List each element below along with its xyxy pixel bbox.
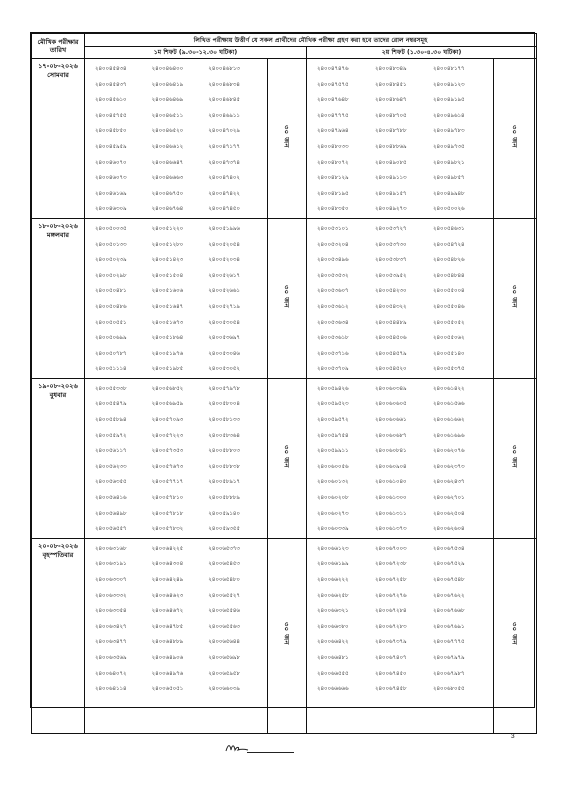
- roll-number: ২৪০০৫২৭১৯: [208, 303, 240, 310]
- roll-number: ২৪০০৬৪৯৭৬: [151, 670, 184, 677]
- roll-number: ২৪০০৬৪০৭২: [95, 670, 127, 677]
- roll-number: ২৪০০৪৬৪০০: [151, 66, 184, 72]
- roll-number: ২৪০০৪৬৪৬৯: [151, 97, 184, 104]
- roll-number: ২৪০০৪৮০৩৩: [317, 143, 349, 150]
- roll-number: ২৪০০৫৭৭১৭: [151, 479, 184, 486]
- roll-number: ২৪০০৪৬৮৪৫: [208, 97, 240, 104]
- roll-number: ২৪০০৫৭৮৩২: [151, 526, 184, 533]
- roll-number: ২৪০০৫৮১৩৩: [208, 417, 240, 424]
- roll-number: ২৪০০৬৭৯৭৯: [433, 654, 465, 661]
- roll-number: ২৪০০৬১৩৭৩: [375, 526, 407, 533]
- date-cell: [32, 538, 85, 733]
- roll-number: ২৪০০৪৮৮৬৯: [375, 143, 407, 150]
- roll-number: ২৪০০৪৬৫১১: [151, 112, 184, 119]
- roll-number: ২৪০০৫৬১১৭: [95, 448, 127, 455]
- shift-1-count-cell: [268, 538, 307, 733]
- roll-number-grid: [85, 219, 267, 378]
- roll-number-grid: [85, 539, 267, 698]
- date-cell: [32, 378, 85, 538]
- roll-number: ২৪০০৪৫৯৫৯: [95, 143, 127, 150]
- roll-number: ২৪০০৫৭৩৫৩: [151, 448, 184, 455]
- roll-number: ২৪০০৬৪৯০৬: [151, 654, 184, 661]
- roll-number: ২৪০০৫৭৮১৮: [151, 510, 184, 517]
- roll-number: ২৪০০৪৫৬১০: [95, 97, 127, 104]
- roll-number: ২৪০০৫০২৩৯: [95, 257, 127, 264]
- roll-number: ২৪০০৬৫৬৪৪: [208, 639, 240, 646]
- shift-2-header: ২য় শিফট (১.৩০-৪.৩০ ঘটিকা): [307, 47, 537, 59]
- roll-number: ২৪০০৬০২০৮: [317, 495, 349, 502]
- candidate-count: ৩০ জন: [510, 622, 519, 646]
- roll-number: ২৪০০৬৭৩৭৯: [375, 639, 407, 646]
- roll-number: ২৪০০৫৬৪১৬: [95, 495, 127, 502]
- roll-number-grid: [307, 219, 493, 378]
- roll-number: ২৪০০৫৭৮১০: [151, 495, 184, 502]
- roll-number: ২৪০০৫৬৫৫৭: [95, 526, 127, 533]
- roll-number: ২৪০০৪৯৮৫৭: [433, 175, 465, 182]
- roll-number-table-sheet: [30, 32, 535, 708]
- roll-number: ২৪০০৪৭৭৭৫: [317, 112, 349, 119]
- roll-number: ২৪০০৬৩১৬৮: [95, 545, 127, 552]
- roll-number: ২৪০০৬৬৪৮১: [317, 654, 349, 661]
- roll-number: ২৪০০৪৭৬৪৮: [317, 97, 349, 104]
- roll-number: ২৪০০৬৭৫৪৮: [433, 577, 465, 583]
- roll-number: ২৪০০৫১৯৯৬: [208, 225, 240, 232]
- roll-number: ২৪০০৪৬৯১১: [208, 112, 240, 119]
- roll-number: ২৪০০৪৮৩৫০: [317, 206, 349, 213]
- roll-number: ২৪০০৬৫৪৮০: [208, 577, 240, 583]
- roll-number: ২৪০০৬৫০৫১: [151, 686, 184, 693]
- roll-number: ২৪০০৬৫৯৫৮: [208, 670, 240, 677]
- roll-number: ২৪০০৬৬৬৬৬: [317, 686, 349, 693]
- shift-1-count-cell: [268, 218, 307, 378]
- roll-number: ২৪০০৫৩৯৫২: [375, 272, 407, 279]
- roll-number: ২৪০০৫৫০০৪: [433, 288, 465, 295]
- roll-number: ২৪০০৫৩০৫৪: [208, 319, 240, 326]
- roll-number: ২৪০০৬০৩৩৯: [317, 526, 349, 533]
- roll-number-grid: [85, 379, 267, 538]
- roll-number: ২৪০০৬৭৫৩৪: [433, 545, 465, 552]
- roll-number: ২৪০০৫১৯৮৫: [151, 366, 184, 373]
- roll-number: ২৪০০৫৩০৪৬: [208, 350, 240, 357]
- roll-number: ২৪০০৪৯৯৪৮: [433, 190, 465, 197]
- roll-number: ২৪০০৫০২৯৮: [95, 272, 127, 279]
- roll-number: ২৪০০৬১৬৯৬: [433, 432, 465, 439]
- shift-1-count-cell: [268, 59, 307, 219]
- roll-number: ২৪০০৫৩৬১২: [317, 303, 349, 310]
- roll-number: ২৪০০৫৪৭২৪: [433, 241, 465, 248]
- roll-number: ২৪০০৫৪৩২২: [375, 303, 407, 310]
- roll-number: ২৪০০৬০৬৮৭: [375, 432, 407, 439]
- roll-number: ২৪০০৬১৫৬৬: [433, 401, 465, 408]
- roll-number: ২৪০০৪৮০৭২: [317, 159, 349, 166]
- day-row: [32, 538, 537, 733]
- roll-number: ২৪০০৬৬১৯৯: [317, 561, 349, 568]
- roll-number: ২৪০০৬৭২৮৩: [375, 623, 407, 630]
- roll-number: ২৪০০৬৪২৪৯: [151, 577, 184, 583]
- roll-number: ২৪০০৫৩৫৩২: [317, 272, 349, 279]
- roll-number-grid: [307, 379, 493, 538]
- shift-1-rolls-cell: [85, 218, 268, 378]
- roll-number: ২৪০০৬৩১৯১: [95, 561, 127, 568]
- roll-number: ২৪০০৪৭৪৭৬: [317, 66, 349, 72]
- roll-number: ২৪০০৫৬২৩৩: [95, 463, 127, 470]
- roll-number: ২৪০০৫১১১৪: [95, 366, 127, 373]
- roll-number: ২৪০০৬৩৫৬৯: [95, 654, 127, 661]
- roll-number: ২৪০০৬৩৩০৭: [95, 577, 127, 583]
- roll-number: ২৪০০৬৭২৭৬: [375, 592, 407, 599]
- roll-number: ২৪০০৫১২৮০: [151, 241, 184, 248]
- roll-number: ২৪০০৪৮১৯৫: [317, 190, 349, 197]
- roll-number: ২৪০০৫১৬৭৩: [151, 319, 184, 326]
- roll-number: ২৪০০৪৭৩৭৪: [208, 159, 240, 166]
- day-row: [32, 59, 537, 219]
- roll-number: ২৪০০৬৬২৫৮: [317, 592, 349, 599]
- roll-number: ২৪০০৬১৩০০: [375, 495, 407, 502]
- roll-number: ২৪০০৫৯৩৫৫: [208, 526, 240, 533]
- shift-2-rolls-cell: [307, 538, 494, 733]
- roll-number: ২৪০০৬৬০৩৯: [208, 686, 240, 693]
- roll-number: ২৪০০৬৭৬৬৮: [433, 608, 465, 615]
- roll-number: ২৪০০৫১৫০৪: [151, 272, 184, 279]
- roll-number: ২৪০০৫২০৩৪: [208, 257, 240, 264]
- exam-date: ১৭-০৮-২০২৬: [38, 62, 78, 70]
- roll-number: ২৪০০৫৪৮৪৪: [433, 272, 465, 279]
- roll-number: ২৪০০৪৮১৭৭: [433, 66, 465, 72]
- roll-number: ২৪০০৪৬৪১৯: [151, 81, 184, 88]
- roll-number: ২৪০০৬৮০৫৫: [433, 686, 465, 693]
- roll-number: ২৪০০৫৪৪৮৯: [375, 319, 407, 326]
- roll-number: ২৪০০৪৬৩০৯: [95, 206, 127, 213]
- roll-number: ২৪০০৫৯৯১১: [317, 448, 349, 455]
- roll-number: ২৪০০৫১২২০: [151, 225, 184, 232]
- roll-number: ২৪০০৪৯১৫৭: [375, 190, 407, 197]
- roll-number: ২৪০০৪৭৪৫০: [208, 206, 240, 213]
- roll-number: ২৪০০৬২৬০৪: [433, 526, 465, 533]
- exam-date: ১৯-০৮-২০২৬: [38, 381, 78, 390]
- roll-number: ২৪০০৪৯১৯৫: [433, 97, 465, 104]
- roll-number: ২৪০০৬৭৪৫৮: [375, 686, 407, 693]
- roll-number: ২৪০০৪৮৭৮৮: [375, 128, 407, 135]
- roll-number: ২৪০০৪৯১১৩: [375, 175, 407, 182]
- roll-number: ২৪০০৬৭২৩৮: [375, 561, 407, 568]
- roll-number: ২৪০০৪৬৮৩৪: [208, 81, 240, 88]
- roll-number: ২৪০০৬৪৩০৪: [151, 561, 184, 568]
- roll-number: ২৪০০৪৯৬১৪: [433, 112, 465, 119]
- roll-number: ২৪০০৪৭৯৬৪: [317, 128, 349, 135]
- exam-weekday: বুধবার: [49, 390, 67, 399]
- roll-number: ২৪০০৬০১৩২: [317, 479, 349, 486]
- roll-number: ২৪০০৫৯৫২৩: [317, 401, 349, 408]
- roll-number: ২৪০০৫৩৭১৬: [317, 350, 349, 357]
- day-row: [32, 218, 537, 378]
- roll-number: ২৪০০৬৪৬২৩: [151, 592, 184, 599]
- roll-number: ২৪০০৬৫৫২৭: [208, 592, 240, 599]
- shift-1-rolls-cell: [85, 378, 268, 538]
- roll-number: ২৪০০৫৫১৪০: [433, 350, 465, 357]
- roll-number: ২৪০০৫৫৩৭৫: [433, 366, 465, 373]
- roll-number: ২৪০০৪৮৪৫১: [375, 81, 407, 88]
- roll-number: ২৪০০৬৩৪২৭: [95, 623, 127, 630]
- roll-number: ২৪০০৫০০২৬: [433, 206, 465, 213]
- roll-number: ২৪০০৫৮৮০৩: [208, 448, 240, 455]
- roll-number: ২৪০০৫৮০০৪: [208, 401, 240, 408]
- roll-number: ২৪০০৫৩২০৪: [317, 241, 349, 248]
- roll-number: ২৪০০৫৪৬৩১: [433, 225, 465, 232]
- roll-number: ২৪০০৫৫৯৭২: [95, 432, 127, 439]
- roll-number: ২৪০০৫০৭৮৭: [95, 350, 127, 357]
- roll-number: ২৪০০৫৫৮৯৪: [95, 417, 127, 424]
- roll-number: ২৪০০৫০৪৮১: [95, 288, 127, 295]
- roll-number: ২৪০০৫৬৯৫৯: [151, 401, 184, 408]
- roll-number: ২৪০০৫৪৫৭৯: [375, 350, 407, 357]
- roll-number: ২৪০০৫০৪৮৬: [95, 303, 127, 310]
- roll-number: ২৪০০৬০২৭৩: [317, 510, 349, 517]
- roll-number: ২৪০০৬০৩৪৯: [375, 385, 407, 392]
- roll-number: ২৪০০৬৫৩৭৩: [208, 545, 240, 552]
- roll-number: ২৪০০৬৭০০৩: [375, 545, 407, 552]
- shift-1-header: ১ম শিফট (৯.৩০-১২.৩০ ঘটিকা): [85, 47, 307, 59]
- candidate-count: ৩০ জন: [510, 444, 519, 468]
- roll-number: ২৪০০৫৯৭৫৪: [317, 432, 349, 439]
- roll-number: ২৪০০৬৪২২৫: [151, 545, 184, 552]
- roll-number: ২৪০০৫৯৫৭২: [317, 417, 349, 424]
- roll-number: ২৪০০৬৭৫২৯: [433, 561, 465, 568]
- roll-number: ২৪০০৫৪৮২৬: [433, 257, 465, 264]
- roll-number: ২৪০০৫৬৪৯৮: [95, 510, 127, 517]
- roll-number: ২৪০০৪৭৪২২: [208, 190, 240, 197]
- roll-number: ২৪০০৬৫৬৯৮: [208, 654, 240, 661]
- roll-number: ২৪০০৬৪৭৮৫: [151, 623, 184, 630]
- roll-number: ২৪০০৬৭৭৭৫: [433, 639, 465, 646]
- roll-number: ২৪০০৬০০৫৬: [317, 463, 349, 470]
- candidate-count: ৩০ জন: [282, 284, 291, 308]
- roll-number: ২৪০০৬৫৫৬৩: [208, 623, 240, 630]
- roll-number: ২৪০০৪৭০২৯: [208, 128, 240, 135]
- roll-number: ২৪০০৫৭০৯৩: [151, 417, 184, 424]
- candidate-count: ৩০ জন: [282, 125, 291, 148]
- day-row: [32, 378, 537, 538]
- roll-number: ২৪০০৬৬১২৩: [317, 545, 349, 552]
- roll-number: ২৪০০৪৫৭৫৫: [95, 112, 127, 119]
- roll-number: ২৪০০৬৩৪৭৭: [95, 639, 127, 646]
- roll-number: ২৪০০৬৪৬৭২: [151, 608, 184, 615]
- roll-number: ২৪০০৪৬০৭০: [95, 159, 127, 166]
- roll-number: ২৪০০৫২৬৬১: [208, 288, 240, 295]
- date-cell: [32, 59, 85, 219]
- shift-2-rolls-cell: [307, 59, 494, 219]
- roll-number: ২৪০০৬৫৫৪৬: [208, 608, 240, 615]
- candidate-count: ৩০ জন: [282, 622, 291, 646]
- roll-number: ২৪০০৬২৫০৪: [433, 510, 465, 517]
- roll-number: ২৪০০৫১৬৪৭: [151, 303, 184, 310]
- roll-number: ২৪০০৪৮৬৪৭: [375, 97, 407, 104]
- roll-number: ২৪০০৬৬৩৮০: [317, 623, 349, 630]
- exam-weekday: বৃহস্পতিবার: [42, 550, 74, 559]
- roll-number: ২৪০০৪৮৩৪৯: [375, 66, 407, 72]
- roll-number: ২৪০০৬০৮৪১: [375, 448, 407, 455]
- roll-number: ২৪০০৪৬৭৬৪: [151, 206, 184, 213]
- roll-number: ২৪০০৬৭৬২২: [433, 592, 465, 599]
- roll-number: ২৪০০৫২৬১৭: [208, 272, 240, 279]
- roll-number: ২৪০০৪৫৪৩৪: [95, 66, 127, 72]
- roll-number: ২৪০০৬৩৩৩২: [95, 592, 127, 599]
- shift-2-count-cell: [494, 538, 537, 733]
- roll-number: ২৪০০৫৪২৩০: [375, 288, 407, 295]
- roll-number: ২৪০০৫০০৩৫: [95, 225, 127, 232]
- roll-number: ২৪০০৪৯৭৩৫: [433, 143, 465, 150]
- roll-number: ২৪০০৬৭৪০৭: [375, 654, 407, 661]
- roll-number: ২৪০০৫৩০৫২: [208, 366, 240, 373]
- exam-date: ১৮-০৮-২০২৬: [38, 221, 78, 230]
- roll-number: ২৪০০৪৭১৭৭: [208, 143, 240, 150]
- roll-number: ২৪০০৫১৯৭৬: [151, 350, 184, 357]
- roll-number: ২৪০০৫১৬০৬: [151, 288, 184, 295]
- roll-number: ২৪০০৬২০৭৬: [433, 448, 465, 455]
- signature-line: [247, 752, 294, 753]
- roll-number: ২৪০০৬৭২৮৪: [375, 608, 407, 615]
- roll-number: ২৪০০৫৪৫০৬: [375, 335, 407, 342]
- roll-number: ২৪০০৪৬৮১৩: [208, 66, 240, 72]
- roll-number: ২৪০০৫৫০৪৬: [433, 303, 465, 310]
- roll-number: ২৪০০৪৭৪০২: [208, 175, 240, 182]
- candidate-count: ৩০ জন: [282, 444, 291, 468]
- roll-number: ২৪০০৫৩৮৩৭: [375, 257, 407, 264]
- roll-number: ২৪০০৬২৭০১: [433, 495, 465, 502]
- roll-number: ২৪০০৫৯৪২৬: [317, 385, 349, 392]
- exam-weekday: সোমবার: [47, 71, 69, 79]
- roll-number: ২৪০০৫৩৬৯৭: [208, 335, 240, 342]
- roll-number: ২৪০০৫৩১০১: [317, 225, 349, 232]
- roll-number: ২৪০০৪৬৬৪৭: [151, 159, 184, 166]
- roll-number: ২৪০০৪৯২৭৩: [375, 206, 407, 213]
- table-main-title: লিখিত পরীক্ষায় উত্তীর্ণ যে সকল প্রার্থীদের মৌখিক পরীক্ষা গ্রহণ করা হবে তাদের রোল নম্বরসমূহ: [85, 34, 537, 47]
- shift-2-count-cell: [494, 59, 537, 219]
- roll-number: ২৪০০৫৮৩৬৪: [208, 432, 240, 439]
- roll-number: ২৪০০৬৭৬৯১: [433, 623, 465, 630]
- exam-weekday: মঙ্গলবার: [46, 230, 70, 239]
- roll-number: ২৪০০৫০১৩৩: [95, 241, 127, 248]
- roll-number: ২৪০০৫৩৭৩০: [375, 241, 407, 248]
- shift-2-count-cell: [494, 378, 537, 538]
- roll-number: ২৪০০৫৫০৬২: [433, 335, 465, 342]
- roll-number: ২৪০০৬০৬৬১: [375, 417, 407, 424]
- roll-number: ২৪০০৬১৪২২: [433, 385, 465, 392]
- roll-number: ২৪০০৬৪১১৪: [95, 686, 127, 693]
- shift-2-rolls-cell: [307, 218, 494, 378]
- signature-mark: [225, 742, 249, 754]
- roll-number: ২৪০০৫১৮৬৪: [151, 335, 184, 342]
- roll-number: ২৪০০৫৫০৫২: [433, 319, 465, 326]
- roll-number: ২৪০০৬২৩৭৩: [433, 463, 465, 470]
- roll-number: ২৪০০৫৩৬০৭: [317, 288, 349, 295]
- roll-number: ২৪০০৪৬৫২০: [151, 128, 184, 135]
- date-cell: [32, 218, 85, 378]
- roll-number: ২৪০০৬১০৪০: [375, 479, 407, 486]
- roll-number-grid: [85, 59, 267, 218]
- roll-number: ২৪০০৫৫৪৭৯: [95, 401, 127, 408]
- roll-number: ২৪০০৫১৪২৩: [151, 257, 184, 264]
- roll-number: ২৪০০৬১৩১১: [375, 510, 407, 517]
- roll-number: ২৪০০৫০৬৯৯: [95, 335, 127, 342]
- roll-number: ২৪০০৪৫৪৩৭: [95, 81, 127, 88]
- roll-number: ২৪০০৫৭৬৭৩: [151, 463, 184, 470]
- roll-number: ২৪০০৫৩৭২৭: [375, 225, 407, 232]
- roll-number: ২৪০০৬৩৩৫৪: [95, 608, 127, 615]
- roll-number: ২৪০০৫২০৫৪: [208, 241, 240, 248]
- roll-number: ২৪০০৫৩৭০৯: [317, 366, 349, 373]
- roll-number: ২৪০০৪৮৭০৫: [375, 112, 407, 119]
- roll-number: ২৪০০৫৩৪৯৬: [317, 257, 349, 264]
- roll-number: ২৪০০৪৯১২৩: [433, 81, 465, 88]
- roll-number: ২৪০০৫৮৮৮৯: [208, 495, 240, 502]
- shift-1-count-cell: [268, 378, 307, 538]
- roll-number-table: [31, 33, 537, 734]
- roll-number: ২৪০০৪৭৫৭৫: [317, 81, 349, 88]
- roll-number: ২৪০০৬১৬৬২: [433, 417, 465, 424]
- shift-1-rolls-cell: [85, 59, 268, 219]
- roll-number: ২৪০০৪৯৭৮৩: [433, 128, 465, 135]
- date-column-header: মৌখিক পরীক্ষার তারিখ: [32, 34, 85, 59]
- shift-1-rolls-cell: [85, 538, 268, 733]
- roll-number: ২৪০০৪৬৭৫০: [151, 190, 184, 197]
- roll-number: ২৪০০৬৭৯৮৭: [433, 670, 465, 677]
- roll-number: ২৪০০৫৪৫২০: [375, 366, 407, 373]
- roll-number: ২৪০০৪৯৮২১: [433, 159, 465, 166]
- roll-number: ২৪০০৫০৫৫১: [95, 319, 127, 326]
- roll-number: ২৪০০৫৭২২৩: [151, 432, 184, 439]
- roll-number: ২৪০০৬৬২২২: [317, 577, 349, 583]
- roll-number: ২৪০০৫৬৩৫৫: [95, 479, 127, 486]
- roll-number: ২৪০০৪৬০৭৩: [95, 175, 127, 182]
- roll-number: ২৪০০৫৮৮৩৮: [208, 463, 240, 470]
- roll-number: ২৪০০৪৮১২৯: [317, 175, 349, 182]
- roll-number: ২৪০০৫৮৯১৭: [208, 479, 240, 486]
- shift-2-count-cell: [494, 218, 537, 378]
- roll-number: ২৪০০৫৫৩৩৮: [95, 385, 127, 392]
- roll-number-grid: [307, 59, 493, 218]
- roll-number: ২৪০০৫৩৬৩৪: [317, 319, 349, 326]
- shift-2-rolls-cell: [307, 378, 494, 538]
- candidate-count: ৩০ জন: [510, 284, 519, 308]
- roll-number: ২৪০০৬২৪৩৭: [433, 479, 465, 486]
- candidate-count: ৩০ জন: [510, 125, 519, 148]
- roll-number: ২৪০০৬৬৪২২: [317, 639, 349, 646]
- roll-number-grid: [307, 539, 493, 698]
- roll-number: ২৪০০৬০৬০৫: [375, 401, 407, 408]
- roll-number: ২৪০০৬৪৮৮৯: [151, 639, 184, 646]
- roll-number: ২৪০০৫৭৯৭৮: [208, 385, 240, 392]
- roll-number: ২৪০০৪৬৬৬৩: [151, 175, 184, 182]
- roll-number: ২৪০০৬৬৫৫৫: [317, 670, 349, 677]
- roll-number: ২৪০০৫৬৮৫২: [151, 385, 184, 392]
- roll-number: ২৪০০৪৯০৮৫: [375, 159, 407, 166]
- roll-number: ২৪০০৫৩৬১৮: [317, 335, 349, 342]
- roll-number: ২৪০০৪৫৮৫০: [95, 128, 127, 135]
- roll-number: ২৪০০৫৯১৪০: [208, 510, 240, 517]
- roll-number: ২৪০০৪৬১৬৯: [95, 190, 127, 197]
- roll-number: ২৪০০৬৬৩২১: [317, 608, 349, 615]
- exam-date: ২০-০৮-২০২৬: [38, 541, 78, 550]
- roll-number: ২৪০০৬৫৪৫৩: [208, 561, 240, 568]
- roll-number: ২৪০০৬৭৪৫০: [375, 670, 407, 677]
- roll-number: ২৪০০৬৭২৫৮: [375, 577, 407, 583]
- roll-number: ২৪০০৪৬৬১২: [151, 143, 184, 150]
- page-number: 3: [511, 733, 515, 740]
- roll-number: ২৪০০৬০৯০৪: [375, 463, 407, 470]
